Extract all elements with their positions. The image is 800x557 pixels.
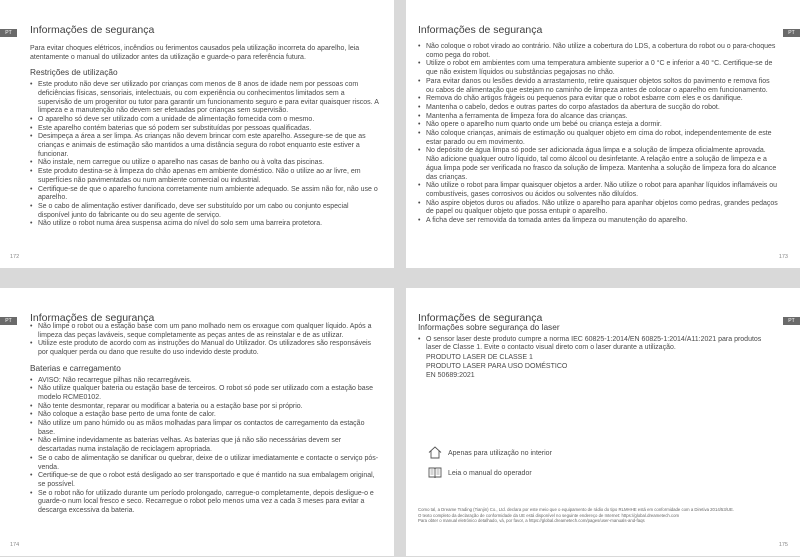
list-item: • Para evitar danos ou lesões devido a arrastamento, retire quaisquer objetos soltos do pavimento e remova fios ou cabos de alimentação que estejam no caminho de limpeza antes de colocar o aparelho em funcionamento. xyxy=(418,78,778,95)
page-174 xyxy=(0,288,394,556)
list-item: • Não instale, nem carregue ou utilize o aparelho nas casas de banho ou à volta das piscinas. xyxy=(30,159,380,168)
language-tag: PT xyxy=(0,317,17,325)
list-item: • Não utilize um pano húmido ou as mãos molhadas para limpar os contactos de carregamento da estação base. xyxy=(30,420,380,437)
list-item: • Não opere o aparelho num quarto onde um bebé ou criança esteja a dormir. xyxy=(418,121,778,130)
list-item: • Se o cabo de alimentação estiver danificado, deve ser substituído por um cabo ou conjunto especial disponível junto do fabricante ou do seu agente de serviço. xyxy=(30,203,380,220)
list-item: • A ficha deve ser removida da tomada antes da limpeza ou manutenção do aparelho. xyxy=(418,217,778,226)
laser-label: PRODUTO LASER DE CLASSE 1 xyxy=(426,354,533,362)
page-content xyxy=(30,45,380,229)
list-item: • Certifique-se de que o aparelho funciona corretamente num ambiente adequado. Se assim não for, não use o aparelho. xyxy=(30,186,380,203)
list-item: • O aparelho só deve ser utilizado com a unidade de alimentação fornecida com o mesmo. xyxy=(30,116,380,125)
page-number: 173 xyxy=(778,254,788,260)
footer-line: Para obter o manual eletrónico detalhado, vá, por favor, a https://global.dreametech.com/pages/user-manuals-and-faqs xyxy=(418,518,645,524)
list-item: • Não coloque o robot virado ao contrário. Não utilize a cobertura do LDS, a cobertura do robot ou o para-choques como pega do robot. xyxy=(418,43,778,60)
footer-line: Como tal, a Dreame Trading (Tianjin) Co., Ltd. declara por este meio que o equipamento de rádio do tipo RLMHHE está em conformidade com a Diretiva 2014/53/UE. xyxy=(418,507,735,512)
laser-label: EN 50689:2021 xyxy=(426,372,475,380)
section-title: Restrições de utilização xyxy=(30,67,118,78)
list-item: • Se o cabo de alimentação se danificar ou quebrar, deixe de o utilizar imediatamente e contacte o serviço pós-venda. xyxy=(30,455,380,472)
usage-list xyxy=(30,323,380,358)
battery-list xyxy=(30,377,380,516)
icon-label: Apenas para utilização no interior xyxy=(448,450,552,457)
language-tag: PT xyxy=(783,29,800,37)
list-item: • Não coloque crianças, animais de estimação ou qualquer objeto em cima do robot, independentemente de este estar parado ou em movimento. xyxy=(418,130,778,147)
read-manual-row xyxy=(428,466,532,480)
section-title: Informações sobre segurança do laser xyxy=(418,322,560,332)
indoor-use-row xyxy=(428,446,552,461)
list-item: • Este produto destina-se à limpeza do chão apenas em ambiente doméstico. Não o utilize ao ar livre, em superfícies não pavimentadas ou num ambiente comercial ou industrial. xyxy=(30,168,380,185)
list-item: • Remova do chão artigos frágeis ou pequenos para evitar que o robot esbarre com eles e os danifique. xyxy=(418,95,778,104)
icon-label: Leia o manual do operador xyxy=(448,469,532,477)
page-title: Informações de segurança xyxy=(30,312,155,324)
page-content xyxy=(418,323,778,380)
list-item: • Não utilize o robot numa área suspensa acima do nível do solo sem uma barreira protetora. xyxy=(30,220,380,229)
list-item: • Desimpeça a área a ser limpa. As crianças não devem brincar com este aparelho. Assegure-se de que as crianças e animais de estimação são mantidos a uma distância segura do robot enquanto este estiver a funcionar. xyxy=(30,133,380,159)
house-icon xyxy=(428,446,442,461)
list-item: • Este aparelho contém baterias que só podem ser substituídas por pessoas qualificadas. xyxy=(30,125,380,134)
list-item: • Utilize este produto de acordo com as instruções do Manual do Utilizador. Os utilizadores são responsáveis por qualquer perda ou dano que resulte do uso indevido deste produto. xyxy=(30,340,380,357)
page-title: Informações de segurança xyxy=(30,24,155,36)
list-item: • Utilize o robot em ambientes com uma temperatura ambiente superior a 0 °C e inferior a 40 °C. Certifique-se de que não existem líquidos ou substâncias pegajosas no chão. xyxy=(418,60,778,77)
list-item: • Não utilize qualquer bateria ou estação base de terceiros. O robot só pode ser utilizado com a estação base modelo RCME0102. xyxy=(30,385,380,402)
page-title: Informações de segurança xyxy=(418,312,543,324)
list-item: • Não aspire objetos duros ou afiados. Não utilize o aparelho para apanhar objetos como pedras, grandes pedaços de papel ou qualquer objeto que possa entupir o aparelho. xyxy=(418,200,778,217)
list-item: • Não limpe o robot ou a estação base com um pano molhado nem os enxague com qualquer líquido. Após a limpeza das peças laváveis, seque completamente as peças antes de as reinstalar e de as utilizar. xyxy=(30,323,380,340)
language-tag: PT xyxy=(0,29,17,37)
laser-labels xyxy=(418,353,778,380)
list-item: • Não tente desmontar, reparar ou modificar a bateria ou a estação base por si próprio. xyxy=(30,403,380,412)
safety-list xyxy=(418,43,778,226)
declaration-footer xyxy=(418,507,788,524)
page-content xyxy=(418,43,778,226)
list-item: • Certifique-se de que o robot está desligado ao ser transportado e que é mantido na sua embalagem original, se possível. xyxy=(30,472,380,489)
intro-paragraph: Para evitar choques elétricos, incêndios ou ferimentos causados pela utilização incorreta do aparelho, leia atentamente o manual do utilizador antes da utilização e guarde-o para referência futura. xyxy=(30,45,360,61)
page-title: Informações de segurança xyxy=(418,24,543,36)
language-tag: PT xyxy=(783,317,800,325)
list-item: • Mantenha o cabelo, dedos e outras partes do corpo afastados da abertura de sucção do robot. xyxy=(418,104,778,113)
section-title: Baterias e carregamento xyxy=(30,362,121,373)
list-item: • Mantenha a ferramenta de limpeza fora do alcance das crianças. xyxy=(418,113,778,122)
list-item: • Não elimine indevidamente as baterias velhas. As baterias que já não são necessárias devem ser descartadas numa instalação de reciclagem apropriada. xyxy=(30,437,380,454)
page-175 xyxy=(406,288,800,556)
page-number: 174 xyxy=(10,542,20,548)
list-item: • O sensor laser deste produto cumpre a norma IEC 60825-1:2014/EN 60825-1:2014/A11:2021 para produtos laser de Classe 1. Evite o contacto visual direto com o laser durante a utilização. xyxy=(418,336,778,353)
page-173 xyxy=(406,0,800,268)
page-number: 175 xyxy=(778,542,788,548)
book-icon xyxy=(428,466,442,480)
page-172 xyxy=(0,0,394,268)
laser-list xyxy=(418,336,778,353)
list-item: • Não coloque a estação base perto de uma fonte de calor. xyxy=(30,411,380,420)
list-item: • Se o robot não for utilizado durante um período prolongado, carregue-o completamente, depois desligue-o e guarde-o num local fresco e seco. Recarregue o robot pelo menos uma vez a cada 3 meses para evitar a descarga excessiva da bateria. xyxy=(30,490,380,516)
page-content xyxy=(30,323,380,516)
laser-label: PRODUTO LASER PARA USO DOMÉSTICO xyxy=(426,363,568,371)
footer-line: O texto completo da declaração de conformidade da UE está disponível no seguinte endereço de Internet: https://global.dreametech.com xyxy=(418,512,680,518)
list-item: • Não utilize o robot para limpar quaisquer objetos a arder. Não utilize o robot para apanhar líquidos inflamáveis ou combustíveis, gases corrosivos ou ácidos ou solventes não diluídos. xyxy=(418,182,778,199)
list-item: • No depósito de água limpa só pode ser adicionada água limpa e a solução de limpeza oficialmente aprovada. Não adicione qualquer outro líquido, tal como álcool ou desinfetante. A relação entre a solução de limpeza e a água limpa pode ser verificada no frasco da solução de limpeza. Mantenha a solução de limpeza fora do alcance das crianças. xyxy=(418,147,778,182)
list-item: • Este produto não deve ser utilizado por crianças com menos de 8 anos de idade nem por pessoas com deficiências físicas, sensoriais, intelectuais, ou com experiência ou conhecimentos limitados sem a supervisão de um progenitor ou tutor para garantir um funcionamento seguro e para evitar quaisquer riscos. A limpeza e a manutenção não devem ser efetuadas por crianças sem supervisão. xyxy=(30,81,380,116)
restrictions-list xyxy=(30,81,380,229)
list-item: • AVISO: Não recarregue pilhas não recarregáveis. xyxy=(30,377,380,386)
page-number: 172 xyxy=(10,254,20,260)
